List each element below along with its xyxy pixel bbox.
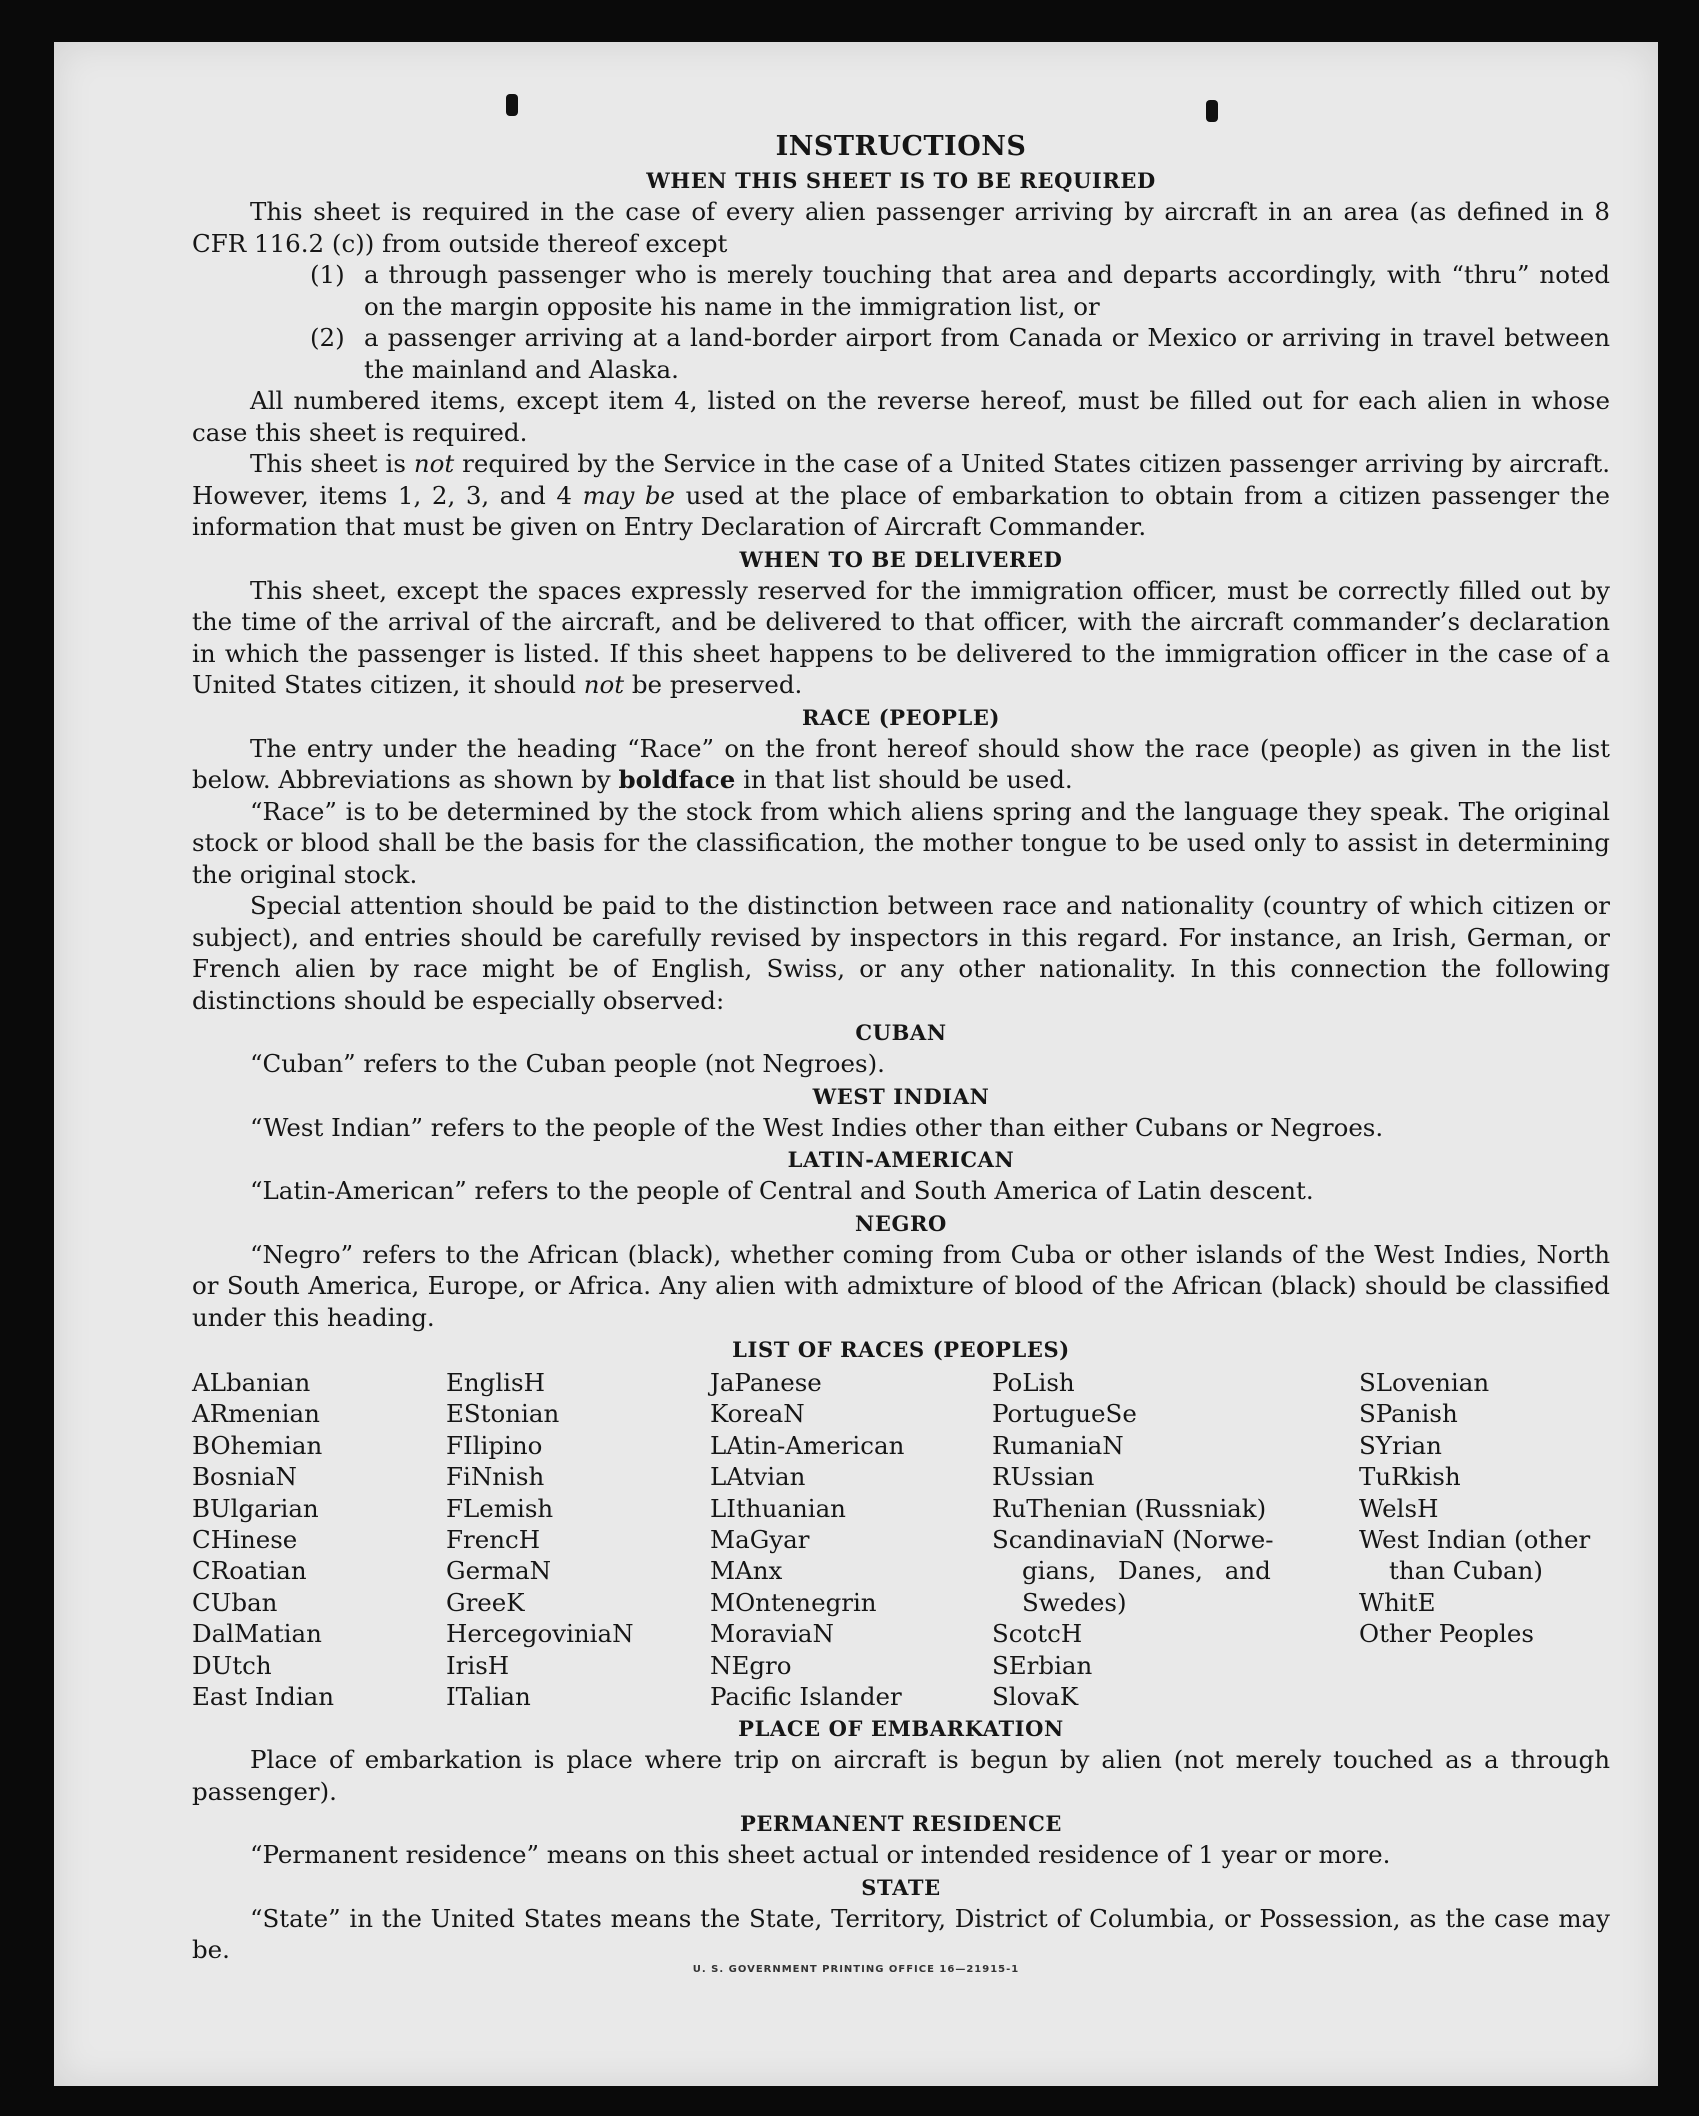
heading-latin-american: LATIN-AMERICAN	[787, 1147, 1015, 1172]
races-column-3	[710, 1367, 992, 1712]
race-entry: FLemish	[446, 1493, 554, 1523]
race-entry: FrencH	[446, 1525, 541, 1555]
hole-punch-left	[506, 94, 518, 116]
race-entry: MOntenegrin	[710, 1587, 877, 1617]
item-number: (2)	[310, 323, 345, 352]
race-entry: ARmenian	[192, 1399, 320, 1429]
race-entry: SlovaK	[992, 1682, 1079, 1712]
paragraph-race-nationality: Special attention should be paid to the distinction between race and nationality (country of which citizen or subject), and entries should be carefully revised by inspectors in this regard. For instance, an Irish, German, or French alien by race might be of English, Swiss, or any other nationality. In this connection the following distinctions should be especially observed:	[192, 891, 1610, 1015]
paragraph-west-indian: “West Indian” refers to the people of the West Indies other than either Cubans or Negroes.	[250, 1112, 1384, 1142]
race-entry: LIthuanian	[710, 1493, 846, 1523]
exception-item-1	[192, 259, 1610, 322]
paragraph-citizen: This sheet is not required by the Service in the case of a United States citizen passenger arriving by aircraft. However, items 1, 2, 3, and 4 may be used at the place of embarkation to obtain from a citizen passenger the information that must be given on Entry Declaration of Aircraft Commander.	[192, 449, 1611, 541]
exception-item-2	[192, 322, 1610, 385]
instructions-body	[192, 130, 1610, 1966]
race-entry: ScandinaviaN (Norwe-	[992, 1525, 1274, 1555]
races-column-4	[992, 1367, 1359, 1712]
race-entry: IrisH	[446, 1650, 510, 1680]
race-entry: BosniaN	[192, 1462, 297, 1492]
paragraph-race-entry: The entry under the heading “Race” on the front hereof should show the race (people) as given in the list below. Abbreviations as shown by boldface in that list should be used.	[192, 733, 1610, 794]
heading-cuban: CUBAN	[855, 1020, 947, 1045]
race-entry: NEgro	[710, 1650, 792, 1680]
heading-west-indian: WEST INDIAN	[812, 1083, 990, 1109]
race-entry: KoreaN	[710, 1399, 805, 1429]
race-entry: GermaN	[446, 1556, 552, 1586]
race-entry: GreeK	[446, 1587, 525, 1617]
race-entry: MaGyar	[710, 1525, 810, 1555]
heading-state: STATE	[861, 1874, 941, 1900]
race-entry-continued: Swedes)	[1022, 1587, 1127, 1617]
paragraph-residence: “Permanent residence” means on this sheet actual or intended residence of 1 year or more.	[250, 1840, 1391, 1870]
paragraph-state: “State” in the United States means the State, Territory, District of Columbia, or Possession, as the case may be.	[192, 1903, 1610, 1965]
race-entry: RumaniaN	[992, 1430, 1124, 1460]
page-title: INSTRUCTIONS	[775, 131, 1027, 162]
race-entry: TuRkish	[1359, 1462, 1461, 1492]
race-entry: HercegoviniaN	[446, 1619, 634, 1649]
race-entry: CHinese	[192, 1525, 298, 1555]
race-entry-continued: gians, Danes, and	[1022, 1556, 1271, 1586]
heading-list-of-races: LIST OF RACES (PEOPLES)	[732, 1337, 1070, 1362]
race-entry: BOhemian	[192, 1430, 323, 1460]
race-entry: WelsH	[1359, 1493, 1439, 1523]
race-entry: DalMatian	[192, 1619, 322, 1649]
race-entry: LAtin-American	[710, 1430, 905, 1460]
race-entry: CUban	[192, 1587, 278, 1617]
race-entry: JaPanese	[710, 1368, 822, 1397]
printing-office-imprint: U. S. GOVERNMENT PRINTING OFFICE 16—21915-1	[692, 1964, 1020, 1975]
heading-when-required: WHEN THIS SHEET IS TO BE REQUIRED	[646, 168, 1156, 193]
item-text: a through passenger who is merely touching that area and departs accordingly, with “thru” noted on the margin opposite his name in the immigration list, or	[364, 260, 1610, 321]
hole-punch-right	[1206, 100, 1218, 122]
race-entry: ALbanian	[192, 1368, 311, 1397]
race-entry: EStonian	[446, 1399, 560, 1429]
race-entry: West Indian (other	[1359, 1525, 1591, 1555]
item-text: a passenger arriving at a land-border airport from Canada or Mexico or arriving in travel between the mainland and Alaska.	[364, 323, 1610, 384]
race-entry: SPanish	[1359, 1399, 1458, 1429]
paragraph-race-stock: “Race” is to be determined by the stock from which aliens spring and the language they speak. The original stock or blood shall be the basis for the classification, the mother tongue to be used only to assist in determining the original stock.	[192, 796, 1610, 889]
race-entry: SErbian	[992, 1650, 1093, 1680]
race-entry: BUlgarian	[192, 1493, 319, 1523]
heading-negro: NEGRO	[855, 1210, 947, 1236]
race-entry: FIlipino	[446, 1430, 543, 1460]
paragraph-negro: “Negro” refers to the African (black), whether coming from Cuba or other islands of the West Indies, North or South America, Europe, or Africa. Any alien with admixture of blood of the African (black) should be classified under this heading.	[192, 1239, 1610, 1332]
race-entry: RUssian	[992, 1462, 1095, 1492]
race-entry: DUtch	[192, 1650, 272, 1680]
race-entry: LAtvian	[710, 1462, 806, 1492]
race-entry: Other Peoples	[1359, 1619, 1534, 1649]
paragraph-required-intro: This sheet is required in the case of every alien passenger arriving by aircraft in an area (as defined in 8 CFR 116.2 (c)) from outside thereof except	[192, 197, 1610, 258]
race-entry: Pacific Islander	[710, 1682, 902, 1712]
race-entry: ScotcH	[992, 1619, 1083, 1649]
item-number: (1)	[310, 260, 345, 289]
paragraph-cuban: “Cuban” refers to the Cuban people (not Negroes).	[250, 1049, 885, 1078]
race-entry: RuThenian (Russniak)	[992, 1493, 1267, 1523]
heading-when-delivered: WHEN TO BE DELIVERED	[739, 546, 1063, 572]
race-entry: SYrian	[1359, 1430, 1442, 1460]
race-entry: PoLish	[992, 1368, 1075, 1397]
race-entry: MAnx	[710, 1556, 783, 1586]
race-entry: SLovenian	[1359, 1368, 1490, 1397]
race-entry-continued: than Cuban)	[1389, 1556, 1543, 1586]
race-entry: ITalian	[446, 1682, 531, 1712]
race-entry: CRoatian	[192, 1556, 307, 1586]
paragraph-embarkation: Place of embarkation is place where trip on aircraft is begun by alien (not merely touched as a through passenger).	[192, 1745, 1610, 1806]
races-column-5	[1359, 1367, 1610, 1712]
race-entry: East Indian	[192, 1682, 335, 1712]
races-column-1	[192, 1367, 446, 1712]
race-entry: MoraviaN	[710, 1619, 834, 1649]
race-entry: FiNnish	[446, 1462, 545, 1492]
race-entry: EnglisH	[446, 1368, 545, 1397]
paragraph-delivery: This sheet, except the spaces expressly reserved for the immigration officer, must be correctly filled out by the time of the arrival of the aircraft, and be delivered to that officer, with the aircraft commander’s declaration in which the passenger is listed. If this sheet happens to be delivered to the immigration officer in the case of a United States citizen, it should not be preserved.	[192, 575, 1610, 699]
document-sheet	[54, 42, 1658, 2086]
paragraph-latin-american: “Latin-American” refers to the people of Central and South America of Latin descent.	[250, 1176, 1314, 1205]
race-entry: PortugueSe	[992, 1399, 1137, 1429]
races-list	[192, 1367, 1610, 1712]
heading-place-of-embarkation: PLACE OF EMBARKATION	[738, 1716, 1064, 1742]
races-column-2	[446, 1367, 710, 1712]
paragraph-numbered-items: All numbered items, except item 4, listed on the reverse hereof, must be filled out for each alien in whose case this sheet is required.	[192, 386, 1610, 447]
race-entry: WhitE	[1359, 1587, 1436, 1617]
heading-race: RACE (PEOPLE)	[801, 704, 1001, 730]
heading-permanent-residence: PERMANENT RESIDENCE	[739, 1811, 1063, 1837]
